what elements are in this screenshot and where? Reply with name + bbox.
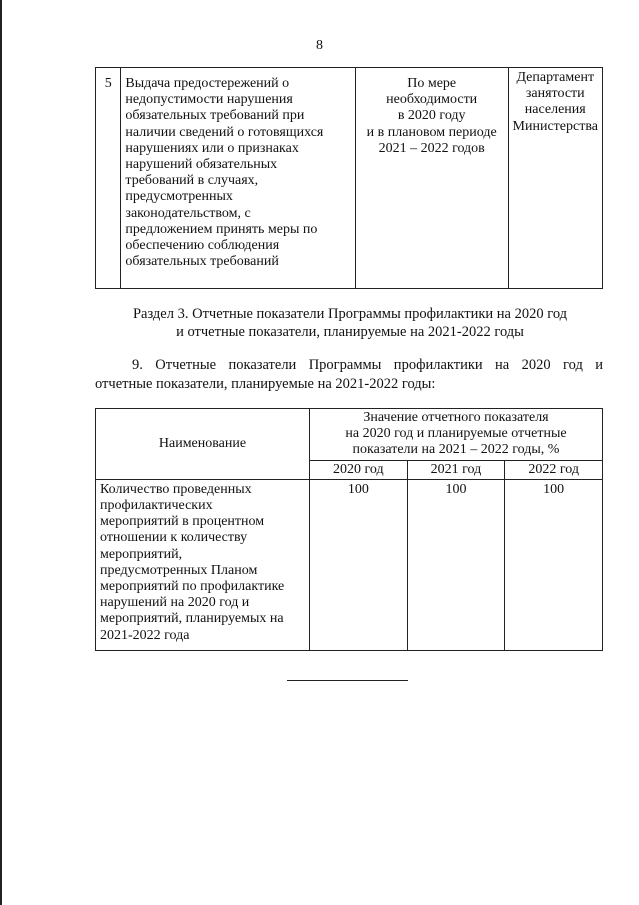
year-header: 2020 год xyxy=(310,460,408,479)
value-header-line: показатели на 2021 – 2022 годы, % xyxy=(352,442,560,458)
table-row xyxy=(96,68,603,289)
indicator-name-line: профилактических xyxy=(100,498,213,514)
activity-line: обеспечению соблюдения xyxy=(125,238,280,254)
responsible-line: занятости xyxy=(525,86,585,102)
activity-line: обязательных требований xyxy=(125,254,279,270)
activity-line: недопустимости нарушения xyxy=(125,92,293,108)
responsible-cell xyxy=(508,68,602,289)
timing-line: необходимости xyxy=(386,92,478,108)
indicator-name-line: мероприятий, планируемых на xyxy=(100,611,284,627)
value-header-line: Значение отчетного показателя xyxy=(363,410,549,425)
activity-line: предложением принять меры по xyxy=(125,221,318,237)
indicator-table xyxy=(95,408,603,651)
activity-line: обязательных требований при xyxy=(125,108,305,124)
value-2022: 100 xyxy=(505,479,603,650)
indicator-name-line: мероприятий в процентном xyxy=(100,514,265,530)
activity-line: нарушений обязательных xyxy=(125,157,278,173)
indicator-name-line: мероприятий по профилактике xyxy=(100,579,285,595)
indicator-name-line: 2021-2022 года xyxy=(100,627,190,643)
timing-line: 2021 – 2022 годов xyxy=(378,140,485,156)
activity-line: наличии сведений о готовящихся xyxy=(125,124,324,140)
timing-cell xyxy=(355,68,508,289)
paragraph-line: 9. Отчетные показатели Программы профилактики на 2020 год и xyxy=(132,357,603,373)
section-title-line: Раздел 3. Отчетные показатели Программы профилактики на 2020 год xyxy=(132,306,568,322)
end-rule xyxy=(287,680,408,681)
indicator-name-line: нарушений на 2020 год и xyxy=(100,595,250,611)
section-title-line: и отчетные показатели, планируемые на 2021-2022 годы xyxy=(176,324,524,340)
timing-line: в 2020 году xyxy=(397,108,466,124)
activity-line: требований в случаях, xyxy=(125,173,259,189)
indicator-name-cell xyxy=(96,479,310,650)
value-2020: 100 xyxy=(310,479,408,650)
section-title xyxy=(60,305,639,341)
responsible-line: населения xyxy=(524,102,586,118)
table-header-row xyxy=(96,409,603,461)
timing-line: и в плановом периоде xyxy=(366,124,497,140)
page-edge-rule xyxy=(0,0,2,905)
page-number: 8 xyxy=(316,38,323,53)
activity-line: Выдача предостережений о xyxy=(125,76,290,91)
value-column-header xyxy=(310,409,603,461)
value-header-line: на 2020 год и планируемые отчетные xyxy=(345,426,567,442)
name-column-header: Наименование xyxy=(96,409,310,480)
timing-line: По мере xyxy=(407,76,457,91)
activity-table xyxy=(95,67,603,289)
value-2021: 100 xyxy=(407,479,505,650)
responsible-line: Департамент xyxy=(516,70,595,85)
activity-line: нарушениях или о признаках xyxy=(125,140,299,156)
indicator-name-line: мероприятий, xyxy=(100,546,183,562)
indicator-name-line: предусмотренных Планом xyxy=(100,562,258,578)
paragraph-line: отчетные показатели, планируемые на 2021-2022 годы: xyxy=(95,376,436,392)
row-number: 5 xyxy=(96,68,121,289)
responsible-line: Министерства xyxy=(512,118,598,134)
year-header: 2021 год xyxy=(407,460,505,479)
activity-line: предусмотренных xyxy=(125,189,233,205)
indicator-name-line: Количество проведенных xyxy=(100,481,252,497)
table-row xyxy=(96,479,603,650)
paragraph xyxy=(95,356,603,394)
indicator-name-line: отношении к количеству xyxy=(100,530,248,546)
activity-line: законодательством, с xyxy=(125,205,251,221)
activity-cell xyxy=(121,68,355,289)
year-header: 2022 год xyxy=(505,460,603,479)
